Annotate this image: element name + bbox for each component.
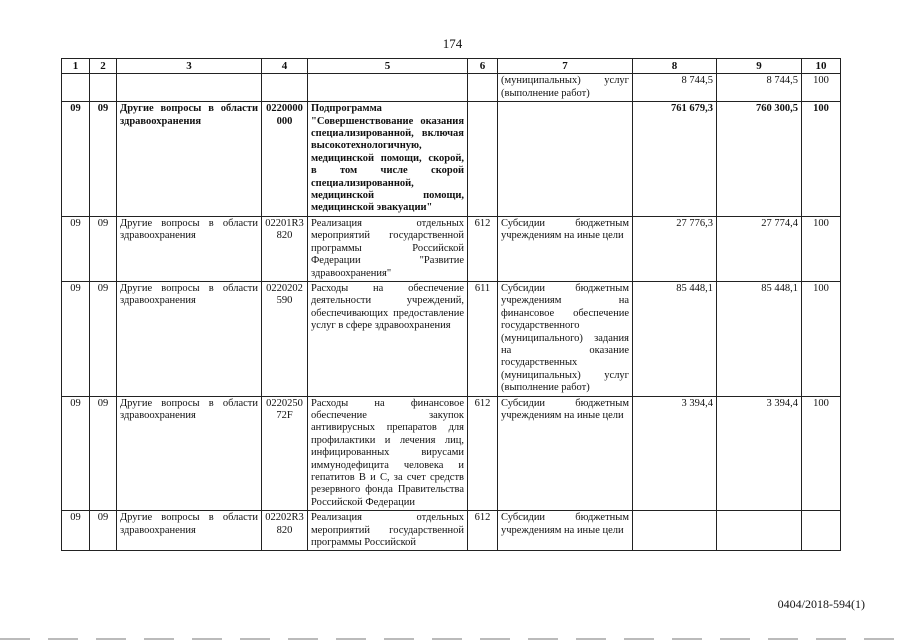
expense-description-cell: Расходы на обеспечение деятельности учреждений, обеспечивающих предоставление услуг в сфере здравоохранения (308, 281, 468, 396)
table-header (62, 59, 841, 74)
expense-type-name-cell: Субсидии бюджетным учреждениям на иные цели (498, 216, 633, 281)
budget-table (61, 58, 841, 551)
column-header-8: 8 (633, 59, 717, 74)
actual-amount-cell: 85 448,1 (717, 281, 802, 396)
target-article-code-cell (262, 74, 308, 102)
actual-amount-cell: 27 774,4 (717, 216, 802, 281)
column-header-10: 10 (802, 59, 841, 74)
expense-type-code-cell: 612 (468, 396, 498, 511)
expense-description-cell: Подпрограмма "Совершенствование оказания специализированной, включая высокотехнологичную, медицинской помощи, скорой, в том числе скорой специализированной, медицинской помощи, медицинской эвакуации" (308, 102, 468, 217)
section-code-cell: 09 (62, 102, 90, 217)
target-article-code-cell: 0220000 000 (262, 102, 308, 217)
expense-description-cell: Реализация отдельных мероприятий государственной программы Российской (308, 511, 468, 551)
subsection-code-cell (90, 74, 117, 102)
expense-type-code-cell (468, 102, 498, 217)
expense-type-code-cell: 611 (468, 281, 498, 396)
section-code-cell: 09 (62, 281, 90, 396)
document-reference: 0404/2018-594(1) (777, 597, 865, 611)
execution-percent-cell: 100 (802, 102, 841, 217)
column-header-2: 2 (90, 59, 117, 74)
execution-percent-cell: 100 (802, 74, 841, 102)
page-number: 174 (442, 36, 463, 51)
table-row (62, 102, 841, 217)
planned-amount-cell: 85 448,1 (633, 281, 717, 396)
section-name-cell (117, 74, 262, 102)
planned-amount-cell: 761 679,3 (633, 102, 717, 217)
column-header-9: 9 (717, 59, 802, 74)
column-header-4: 4 (262, 59, 308, 74)
expense-type-code-cell: 612 (468, 511, 498, 551)
execution-percent-cell: 100 (802, 396, 841, 511)
subsection-code-cell: 09 (90, 396, 117, 511)
section-code-cell (62, 74, 90, 102)
table-body (62, 74, 841, 551)
target-article-code-cell: 02202R3 820 (262, 511, 308, 551)
table-row (62, 74, 841, 102)
column-header-5: 5 (308, 59, 468, 74)
subsection-code-cell: 09 (90, 216, 117, 281)
expense-type-name-cell: Субсидии бюджетным учреждениям на иные цели (498, 396, 633, 511)
table-row (62, 511, 841, 551)
actual-amount-cell: 760 300,5 (717, 102, 802, 217)
column-header-6: 6 (468, 59, 498, 74)
planned-amount-cell: 27 776,3 (633, 216, 717, 281)
column-header-7: 7 (498, 59, 633, 74)
planned-amount-cell: 8 744,5 (633, 74, 717, 102)
section-code-cell: 09 (62, 511, 90, 551)
expense-type-code-cell (468, 74, 498, 102)
target-article-code-cell: 0220250 72F (262, 396, 308, 511)
target-article-code-cell: 0220202 590 (262, 281, 308, 396)
expense-type-code-cell: 612 (468, 216, 498, 281)
table-row (62, 396, 841, 511)
section-code-cell: 09 (62, 396, 90, 511)
table-row (62, 216, 841, 281)
actual-amount-cell: 8 744,5 (717, 74, 802, 102)
section-name-cell: Другие вопросы в области здравоохранения (117, 396, 262, 511)
expense-description-cell (308, 74, 468, 102)
actual-amount-cell: 3 394,4 (717, 396, 802, 511)
planned-amount-cell: 3 394,4 (633, 396, 717, 511)
column-header-1: 1 (62, 59, 90, 74)
section-name-cell: Другие вопросы в области здравоохранения (117, 511, 262, 551)
subsection-code-cell: 09 (90, 102, 117, 217)
column-header-3: 3 (117, 59, 262, 74)
table-row (62, 281, 841, 396)
execution-percent-cell (802, 511, 841, 551)
section-code-cell: 09 (62, 216, 90, 281)
execution-percent-cell: 100 (802, 216, 841, 281)
expense-type-name-cell: Субсидии бюджетным учреждениям на иные цели (498, 511, 633, 551)
section-name-cell: Другие вопросы в области здравоохранения (117, 281, 262, 396)
expense-type-name-cell (498, 102, 633, 217)
expense-type-name-cell: (муниципальных) услуг (выполнение работ) (498, 74, 633, 102)
actual-amount-cell (717, 511, 802, 551)
subsection-code-cell: 09 (90, 511, 117, 551)
expense-description-cell: Расходы на финансовое обеспечение закупок антивирусных препаратов для профилактики и лечения лиц, инфицированных вирусами иммунодефицита человека и гепатитов В и С, за счет средств резервного фонда Правительства Российской Федерации (308, 396, 468, 511)
expense-description-cell: Реализация отдельных мероприятий государственной программы Российской Федерации "Развитие здравоохранения" (308, 216, 468, 281)
planned-amount-cell (633, 511, 717, 551)
section-name-cell: Другие вопросы в области здравоохранения (117, 102, 262, 217)
section-name-cell: Другие вопросы в области здравоохранения (117, 216, 262, 281)
header-row (62, 59, 841, 74)
subsection-code-cell: 09 (90, 281, 117, 396)
execution-percent-cell: 100 (802, 281, 841, 396)
expense-type-name-cell: Субсидии бюджетным учреждениям на финансовое обеспечение государственного (муниципального) задания на оказание государственных (муниципальных) услуг (выполнение работ) (498, 281, 633, 396)
target-article-code-cell: 02201R3 820 (262, 216, 308, 281)
